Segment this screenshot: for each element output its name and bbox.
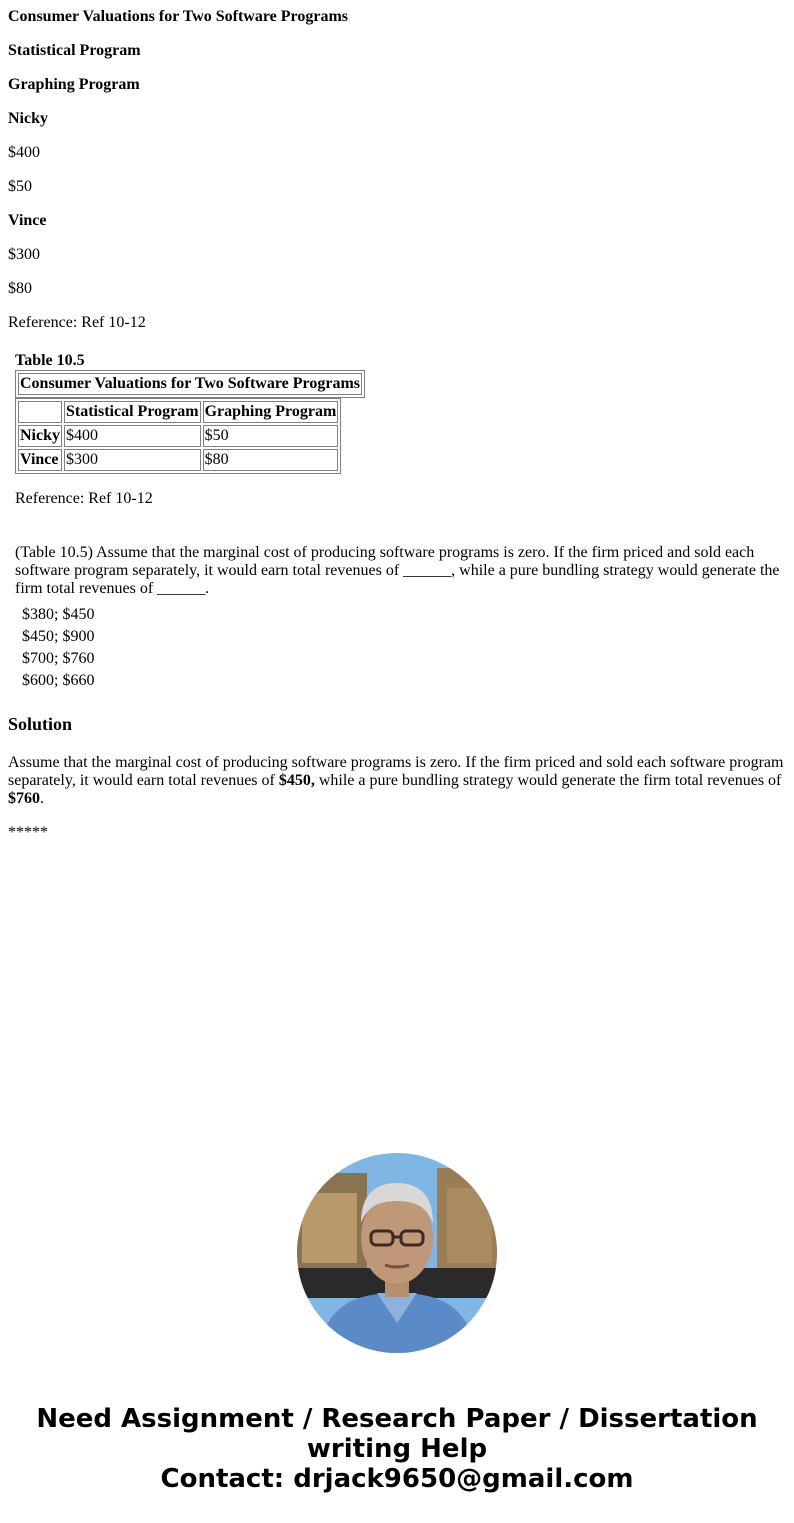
column-label-statistical: Statistical Program xyxy=(8,42,141,59)
table-cell: $300 xyxy=(64,449,201,471)
solution-text-part: Assume that the marginal cost of producing software programs is zero. If the firm priced and sold each software program separately, it would earn total revenues of xyxy=(8,754,784,789)
table-row xyxy=(18,425,338,447)
doc-heading: Consumer Valuations for Two Software Programs xyxy=(8,8,349,25)
solution-answer-bundle: $760 xyxy=(8,790,40,807)
row-label-vince: Vince xyxy=(8,212,47,229)
question-text: (Table 10.5) Assume that the marginal cost of producing software programs is zero. If the firm priced and sold each software program separately, it would earn total revenues of ______, while a pure bundling strategy would generate the firm total revenues of ______. xyxy=(15,544,780,597)
valuation-table-outer xyxy=(15,370,365,398)
table-header-statistical: Statistical Program xyxy=(64,401,201,423)
answer-option[interactable]: $380; $450 xyxy=(22,606,95,623)
table-row-name: Nicky xyxy=(18,425,62,447)
promo-line-1: Need Assignment / Research Paper / Dissertation xyxy=(36,1404,758,1434)
table-label: Table 10.5 xyxy=(15,352,85,369)
solution-answer-separate: $450, xyxy=(278,772,315,789)
solution-text-part: while a pure bundling strategy would generate the firm total revenues of xyxy=(314,772,782,789)
table-reference: Reference: Ref 10-12 xyxy=(15,490,153,507)
tutor-avatar xyxy=(297,1153,497,1353)
reference-line: Reference: Ref 10-12 xyxy=(8,314,146,331)
answer-option[interactable]: $700; $760 xyxy=(22,650,95,667)
promo-banner xyxy=(0,1404,794,1494)
answer-option[interactable]: $600; $660 xyxy=(22,672,95,689)
table-row-name: Vince xyxy=(18,449,62,471)
solution-text-part: . xyxy=(40,790,44,807)
tutor-portrait-icon xyxy=(297,1153,497,1353)
solution-stars: ***** xyxy=(8,824,48,841)
solution-heading: Solution xyxy=(8,714,73,734)
promo-contact[interactable]: Contact: drjack9650@gmail.com xyxy=(160,1464,634,1494)
table-header-graphing: Graphing Program xyxy=(203,401,339,423)
table-cell: $80 xyxy=(203,449,339,471)
promo-line-2: writing Help xyxy=(306,1434,488,1464)
table-cell: $50 xyxy=(203,425,339,447)
table-cell: $400 xyxy=(64,425,201,447)
value-vince-graphing: $80 xyxy=(8,280,32,297)
value-vince-statistical: $300 xyxy=(8,246,40,263)
table-caption: Consumer Valuations for Two Software Programs xyxy=(18,373,362,395)
solution-text xyxy=(8,754,786,808)
table-row xyxy=(18,449,338,471)
answer-option[interactable]: $450; $900 xyxy=(22,628,95,645)
column-label-graphing: Graphing Program xyxy=(8,76,140,93)
question-block xyxy=(15,352,786,692)
value-nicky-statistical: $400 xyxy=(8,144,40,161)
table-header-blank xyxy=(18,401,62,423)
answer-options xyxy=(15,604,786,692)
value-nicky-graphing: $50 xyxy=(8,178,32,195)
row-label-nicky: Nicky xyxy=(8,110,48,127)
table-header-row xyxy=(18,401,338,423)
valuation-table xyxy=(15,398,341,474)
